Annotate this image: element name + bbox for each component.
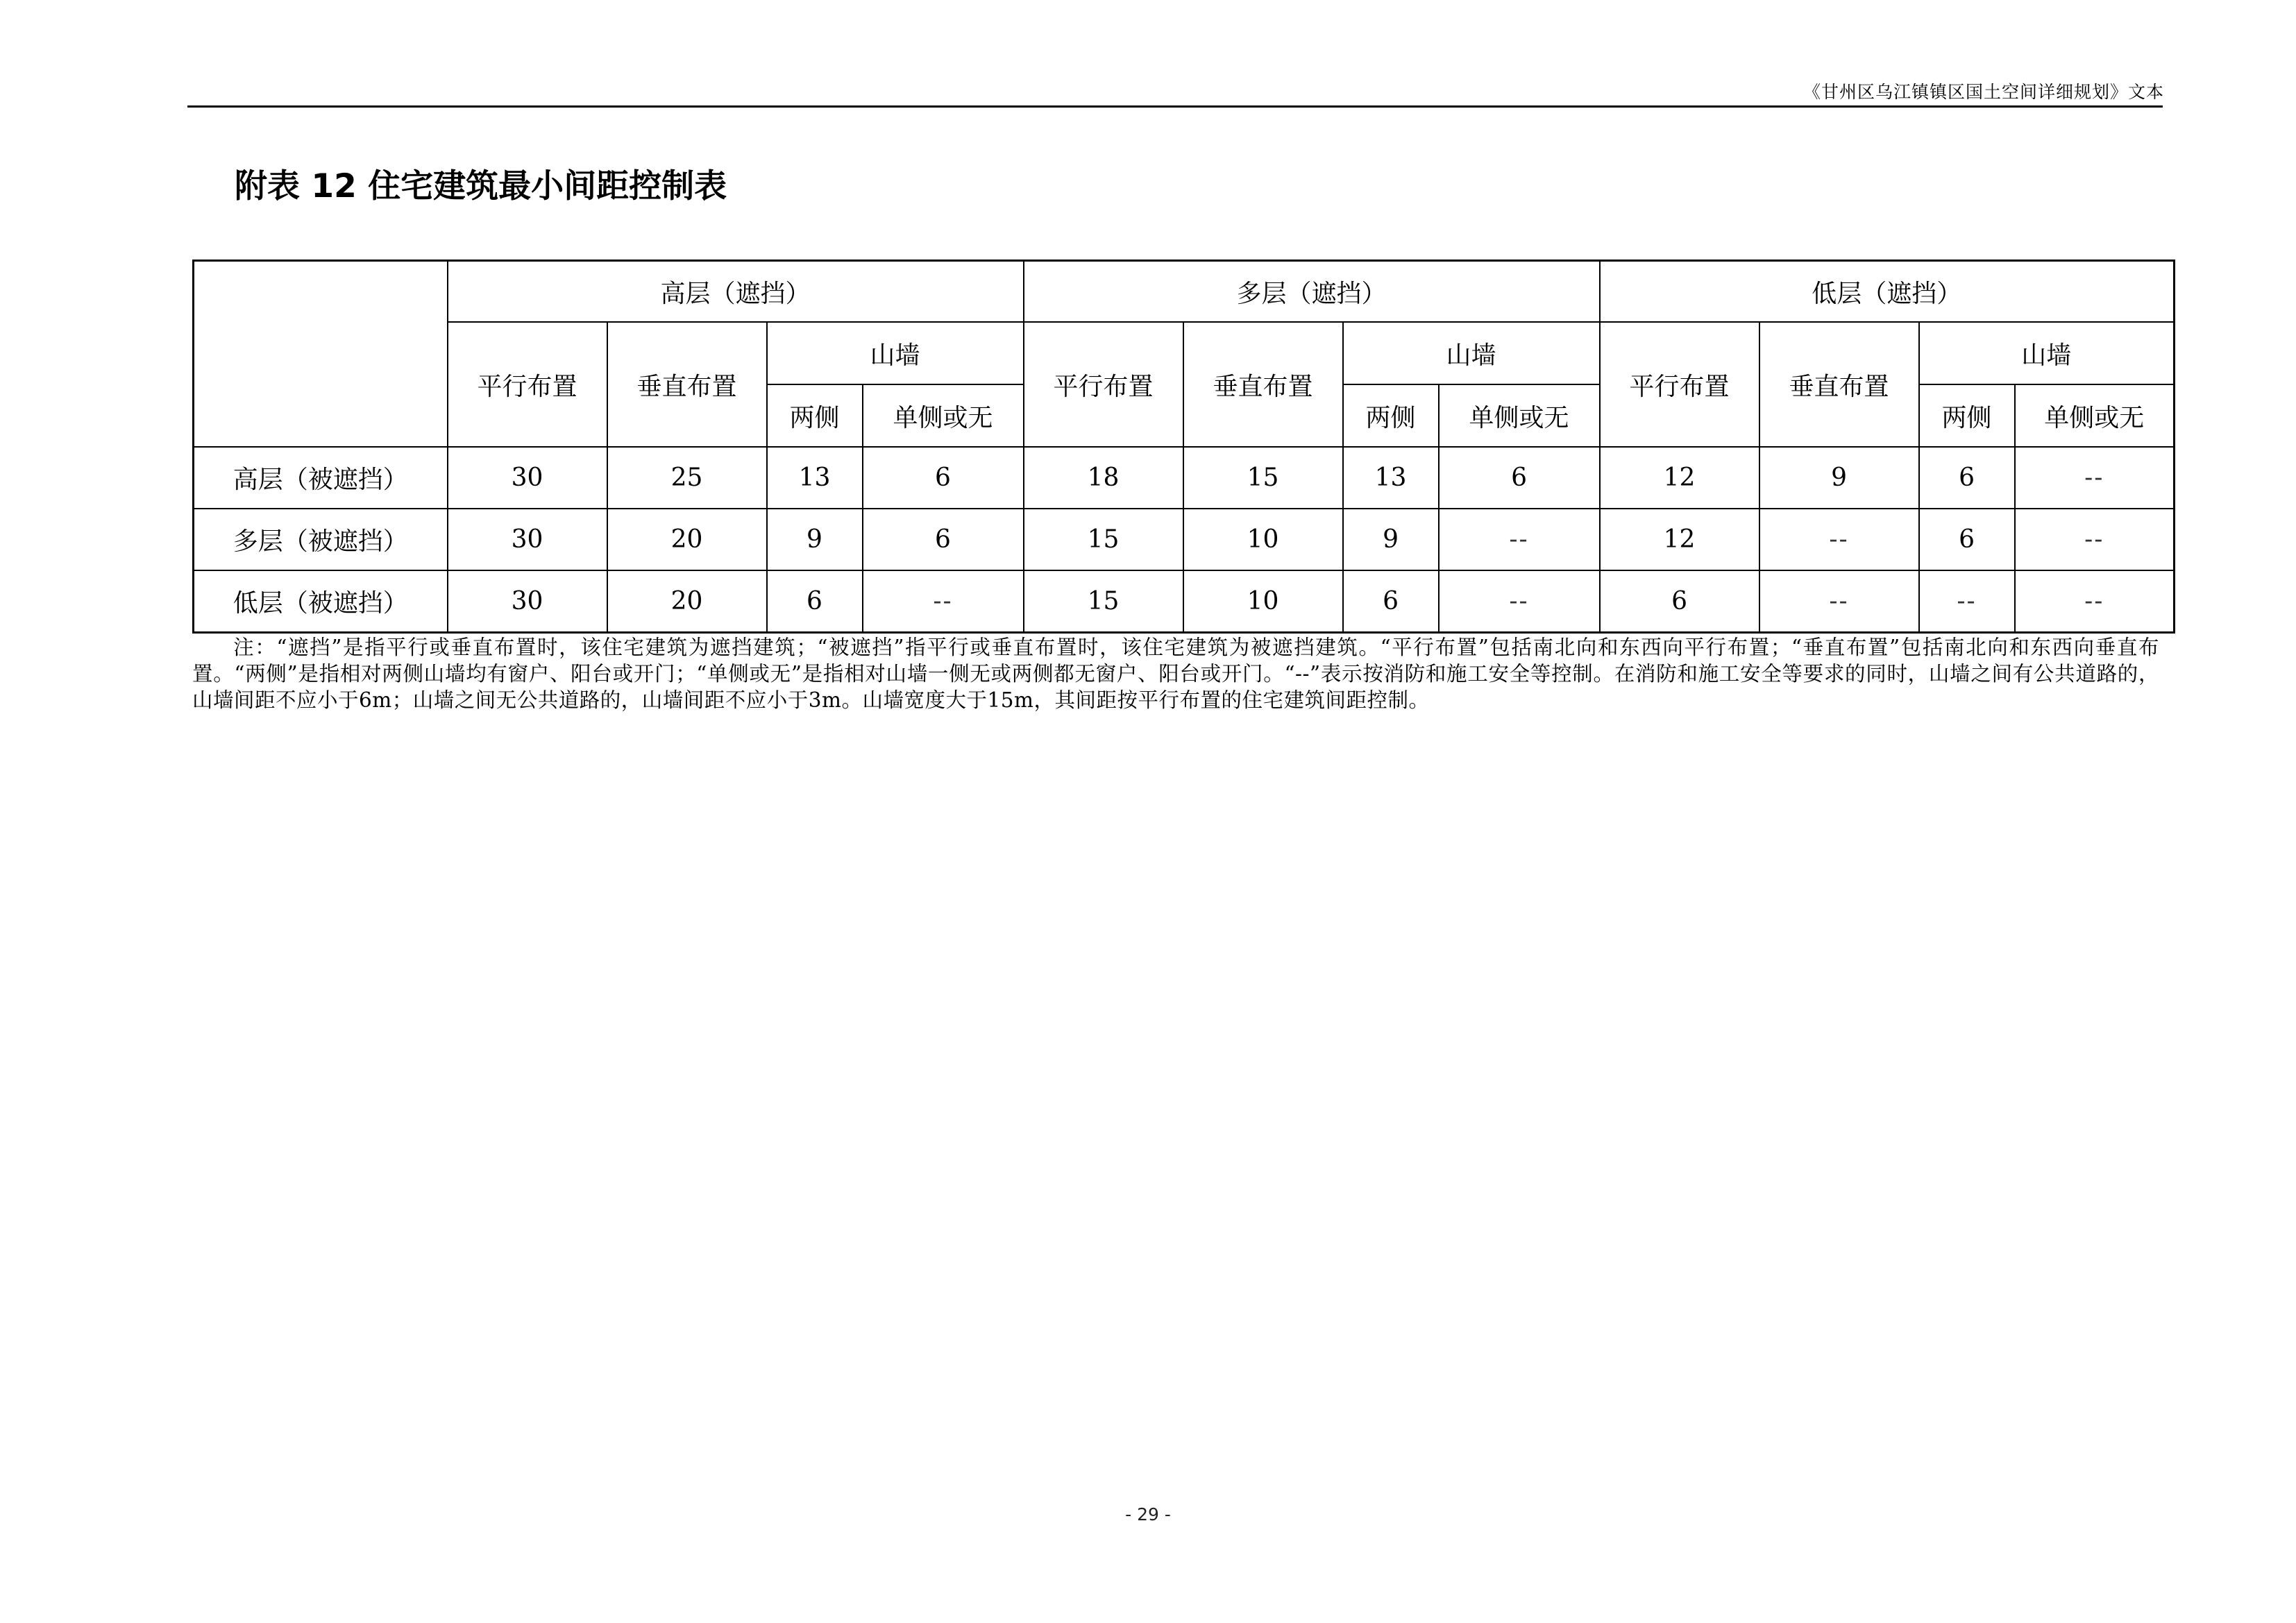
corner-cell [194,261,448,448]
table-cell: 6 [767,570,863,633]
table-cell: -- [1919,570,2015,633]
table-cell: 6 [1343,570,1439,633]
table-cell: 15 [1024,509,1183,570]
table-cell: 13 [767,447,863,509]
table-cell: 18 [1024,447,1183,509]
header-row-groups [194,261,2175,323]
table-note [192,634,2159,713]
col-header-one-side-or-none: 单侧或无 [1439,384,1600,447]
table-cell: 6 [1600,570,1759,633]
table-cell: 9 [1759,447,1919,509]
table-cell: 6 [1919,447,2015,509]
table-cell: 20 [607,570,767,633]
table-cell: 9 [767,509,863,570]
group-header-low-rise: 低层（遮挡） [1600,261,2175,323]
document-header: 《甘州区乌江镇镇区国土空间详细规划》文本 [1803,82,2164,102]
table-cell: 13 [1343,447,1439,509]
header-divider [187,105,2163,108]
row-label: 低层（被遮挡） [194,570,448,633]
table-cell: 15 [1024,570,1183,633]
col-header-gable: 山墙 [767,322,1024,384]
col-header-both-sides: 两侧 [767,384,863,447]
table-cell: 6 [863,509,1024,570]
col-header-gable: 山墙 [1919,322,2175,384]
table-cell: 6 [1439,447,1600,509]
table-cell: -- [1439,509,1600,570]
table-cell: -- [1439,570,1600,633]
header-row-layouts [194,322,2175,384]
group-header-high-rise: 高层（遮挡） [448,261,1024,323]
col-header-parallel: 平行布置 [448,322,607,447]
col-header-one-side-or-none: 单侧或无 [2015,384,2175,447]
table-row [194,570,2175,633]
col-header-parallel: 平行布置 [1600,322,1759,447]
page-number: - 29 - [1125,1504,1171,1524]
col-header-vertical: 垂直布置 [1759,322,1919,447]
table-row [194,447,2175,509]
table-cell: 30 [448,570,607,633]
table-cell: 12 [1600,509,1759,570]
table-cell: 30 [448,509,607,570]
group-header-mid-rise: 多层（遮挡） [1024,261,1600,323]
spacing-control-table [192,260,2175,634]
table-cell: 10 [1183,570,1343,633]
table-cell: 6 [1919,509,2015,570]
col-header-both-sides: 两侧 [1919,384,2015,447]
col-header-both-sides: 两侧 [1343,384,1439,447]
col-header-one-side-or-none: 单侧或无 [863,384,1024,447]
table-cell: 10 [1183,509,1343,570]
table-cell: 15 [1183,447,1343,509]
note-text: 注：“遮挡”是指平行或垂直布置时，该住宅建筑为遮挡建筑；“被遮挡”指平行或垂直布置时，该住宅建筑为被遮挡建筑。“平行布置”包括南北向和东西向平行布置；“垂直布置”包括南北向和东西向垂直布置。“两侧”是指相对两侧山墙均有窗户、阳台或开门；“单侧或无”是指相对山墙一侧无或两侧都无窗户、阳台或开门。“--”表示按消防和施工安全等控制。在消防和施工安全等要求的同时，山墙之间有公共道路的，山墙间距不应小于6m；山墙之间无公共道路的，山墙间距不应小于3m。山墙宽度大于15m，其间距按平行布置的住宅建筑间距控制。 [192,636,2159,712]
table-row [194,509,2175,570]
table-cell: -- [2015,509,2175,570]
col-header-parallel: 平行布置 [1024,322,1183,447]
table-cell: -- [2015,570,2175,633]
table-cell: 30 [448,447,607,509]
table-title: 附表 12 住宅建筑最小间距控制表 [235,167,727,205]
table-cell: 25 [607,447,767,509]
table-cell: 6 [863,447,1024,509]
table-cell: 12 [1600,447,1759,509]
col-header-gable: 山墙 [1343,322,1600,384]
table-cell: 9 [1343,509,1439,570]
table-cell: -- [2015,447,2175,509]
row-label: 多层（被遮挡） [194,509,448,570]
row-label: 高层（被遮挡） [194,447,448,509]
table-cell: -- [1759,509,1919,570]
col-header-vertical: 垂直布置 [1183,322,1343,447]
col-header-vertical: 垂直布置 [607,322,767,447]
table-cell: -- [863,570,1024,633]
table-cell: -- [1759,570,1919,633]
table-cell: 20 [607,509,767,570]
